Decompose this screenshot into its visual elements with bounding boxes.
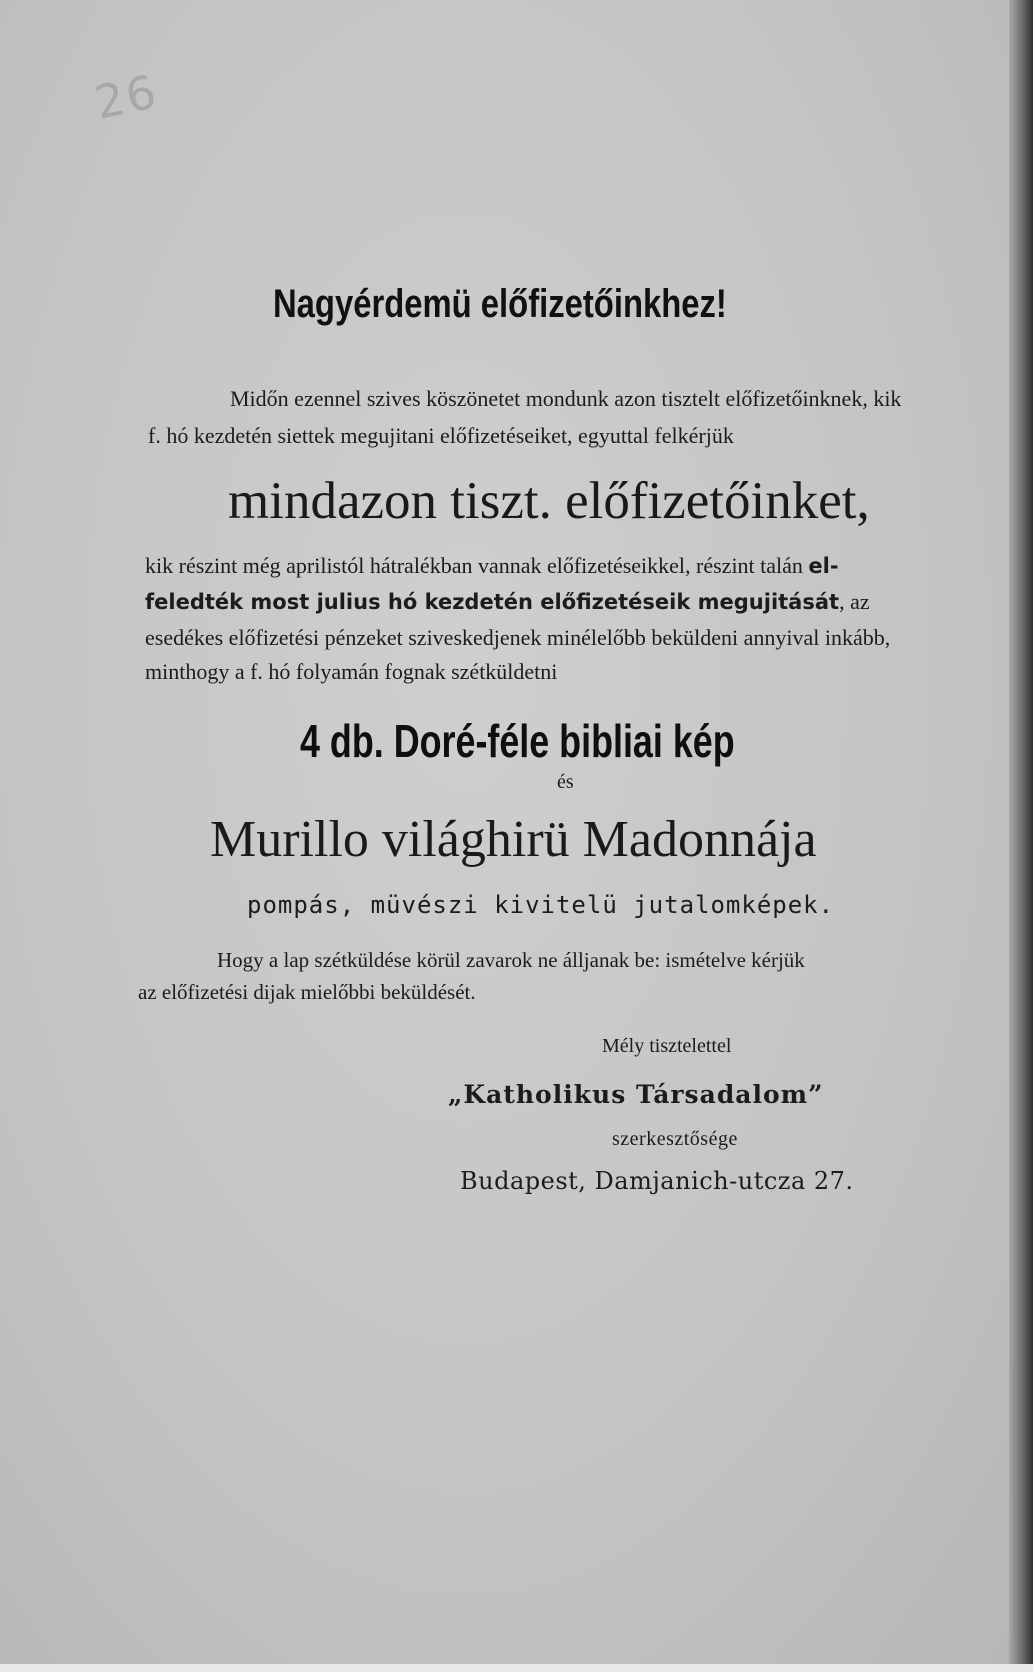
large-subscriber-line: mindazon tiszt. előfizetőinket, [228,472,870,530]
body-line-2 [145,589,870,615]
dore-offer-line: 4 db. Doré-féle bibliai kép [300,715,735,767]
publisher-name: „Katholikus Társadalom” [448,1080,824,1109]
notice-heading: Nagyérdemü előfizetőinkhez! [273,282,727,326]
closing-line-2: az előfizetési dijak mielőbbi beküldését. [138,980,476,1004]
body-line-1 [145,553,839,579]
body-line-1-text: kik részint még aprilistól hátralékban vannak előfizetéseikkel, részint talán [145,553,803,578]
murillo-madonna-line: Murillo világhirü Madonnája [210,811,817,868]
body-line-2-bold: feledték most julius hó kezdetén előfizetéseik megujitását [145,590,840,614]
publisher-address: Budapest, Damjanich-utcza 27. [460,1167,854,1195]
regards-line: Mély tisztelettel [602,1035,732,1057]
page-edge-shadow [1009,0,1033,1672]
body-line-2-tail: , az [839,589,870,614]
intro-line-2: f. hó kezdetén siettek megujitani előfizetéseiket, egyuttal felkérjük [148,423,734,448]
closing-line-1: Hogy a lap szétküldése körül zavarok ne álljanak be: ismételve kérjük [217,948,805,972]
intro-line-1: Midőn ezennel szives köszönetet mondunk azon tisztelt előfizetőinknek, kik [230,386,902,411]
conjunction-es: és [557,771,574,793]
handwritten-page-mark: 26 [90,64,163,130]
body-line-3: esedékes előfizetési pénzeket sziveskedjenek minélelőbb beküldeni annyival inkább, [145,625,891,650]
body-line-1-bold: el- [808,554,839,578]
page-bottom-margin [0,1664,1033,1672]
body-line-4: minthogy a f. hó folyamán fognak szétküldetni [145,659,558,684]
premium-pictures-line: pompás, müvészi kivitelü jutalomképek. [247,891,835,919]
editorial-office: szerkesztősége [612,1128,738,1150]
